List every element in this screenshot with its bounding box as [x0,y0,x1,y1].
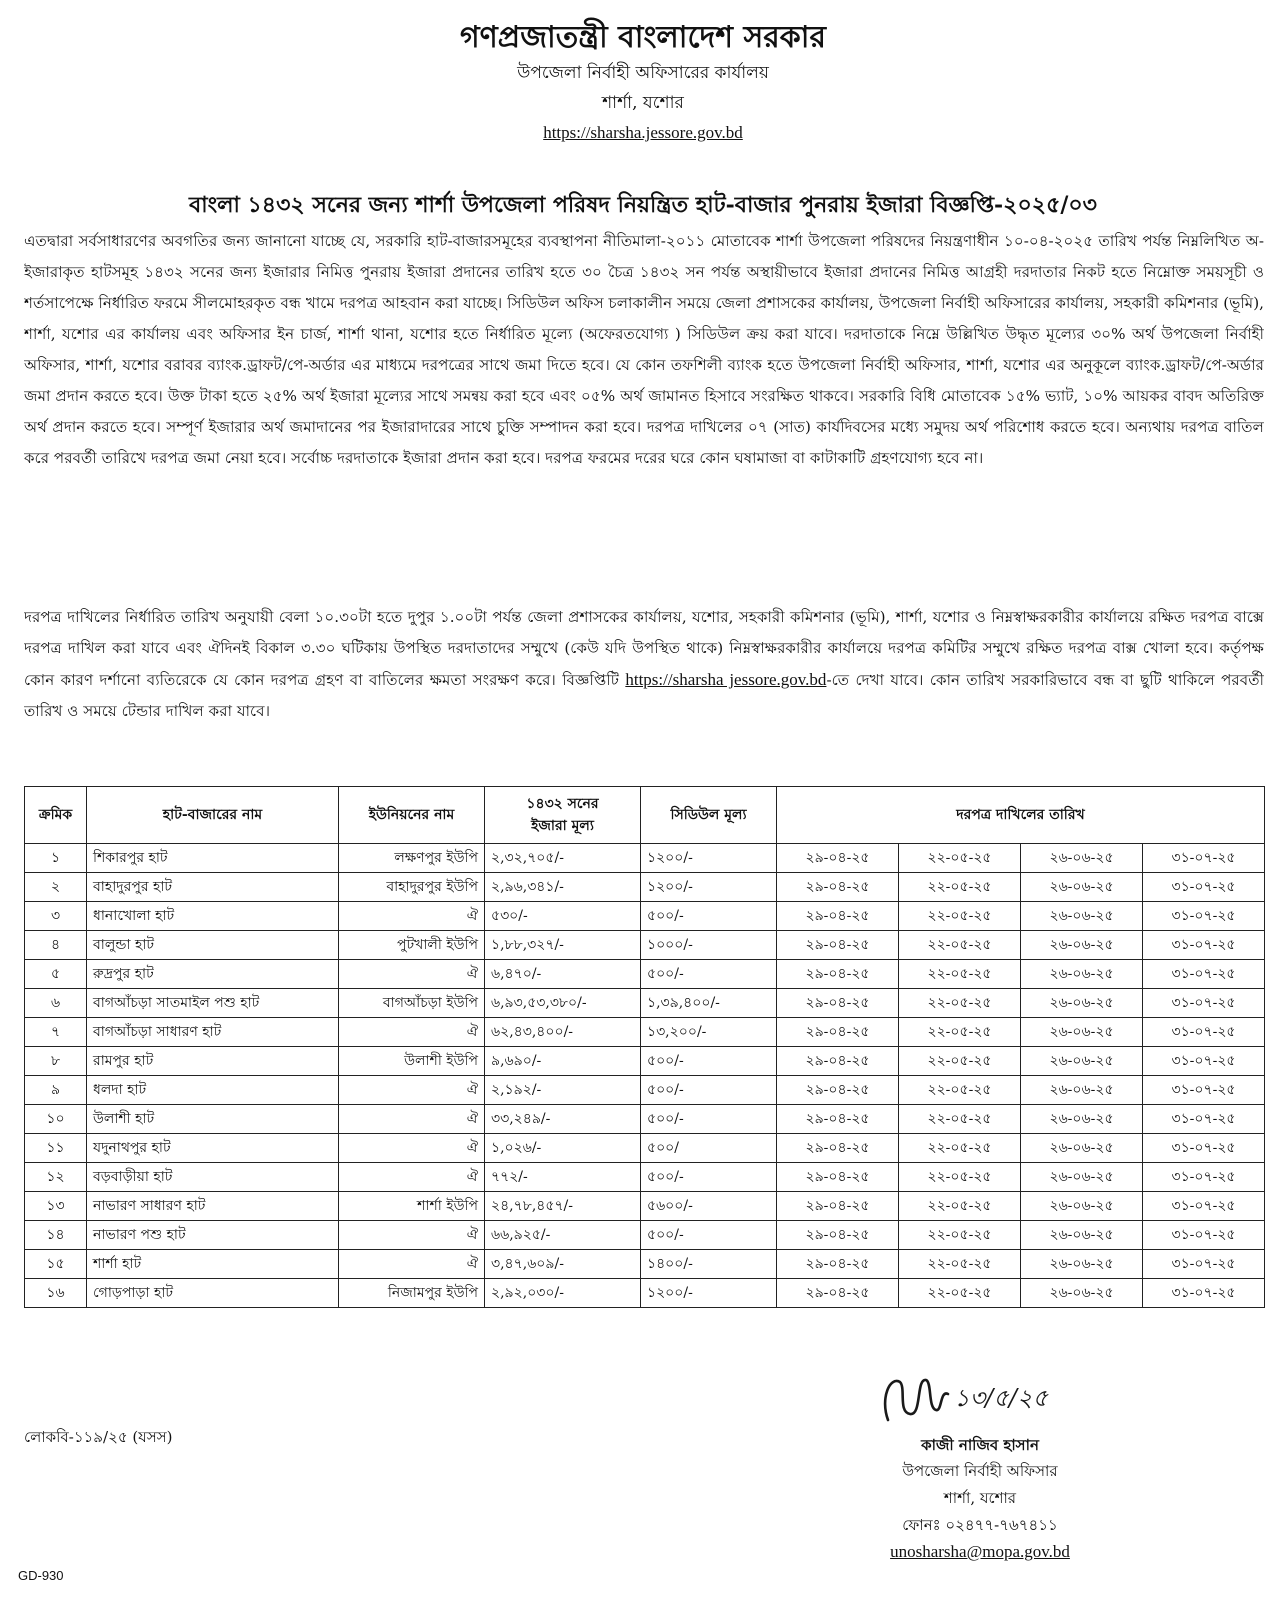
cell-market-name: গোড়পাড়া হাট [87,1279,339,1308]
cell-schedule-price: ১২০০/- [641,844,777,873]
cell-union-name: ঐ [339,1105,485,1134]
cell-date-1: ২৯-০৪-২৫ [777,1221,899,1250]
cell-market-name: রামপুর হাট [87,1047,339,1076]
cell-union-name: ঐ [339,1250,485,1279]
cell-serial: ১ [25,844,87,873]
table-header-row [25,787,1265,844]
cell-date-4: ৩১-০৭-২৫ [1143,1250,1265,1279]
cell-date-3: ২৬-০৬-২৫ [1021,1279,1143,1308]
government-name: গণপ্রজাতন্ত্রী বাংলাদেশ সরকার [460,20,826,55]
cell-date-1: ২৯-০৪-২৫ [777,960,899,989]
document-code: GD-930 [18,1568,64,1583]
cell-market-name: বাহাদুরপুর হাট [87,873,339,902]
cell-date-3: ২৬-০৬-২৫ [1021,960,1143,989]
cell-date-2: ২২-০৫-২৫ [899,989,1021,1018]
cell-union-name: ঐ [339,1018,485,1047]
cell-market-name: উলাশী হাট [87,1105,339,1134]
cell-date-4: ৩১-০৭-২৫ [1143,1047,1265,1076]
table-row [25,1192,1265,1221]
cell-market-name: ধলদা হাট [87,1076,339,1105]
table-row [25,960,1265,989]
cell-date-4: ৩১-০৭-২৫ [1143,931,1265,960]
cell-schedule-price: ১,৩৯,৪০০/- [641,989,777,1018]
cell-market-name: ধানাখোলা হাট [87,902,339,931]
cell-lease-value: ১,০২৬/- [485,1134,641,1163]
cell-date-3: ২৬-০৬-২৫ [1021,1250,1143,1279]
cell-date-3: ২৬-০৬-২৫ [1021,844,1143,873]
cell-date-2: ২২-০৫-২৫ [899,1250,1021,1279]
cell-serial: ৩ [25,902,87,931]
cell-date-3: ২৬-০৬-২৫ [1021,902,1143,931]
cell-date-4: ৩১-০৭-২৫ [1143,1163,1265,1192]
cell-serial: ৫ [25,960,87,989]
cell-date-2: ২২-০৫-২৫ [899,1134,1021,1163]
cell-schedule-price: ১২০০/- [641,1279,777,1308]
signature-date: ১৩/৫/২৫ [954,1384,1049,1412]
table-row [25,1279,1265,1308]
table-row [25,873,1265,902]
cell-serial: ১২ [25,1163,87,1192]
signature-image [870,1368,1090,1430]
cell-schedule-price: ১৩,২০০/- [641,1018,777,1047]
cell-date-4: ৩১-০৭-২৫ [1143,1221,1265,1250]
cell-union-name: ঐ [339,1076,485,1105]
cell-market-name: যদুনাথপুর হাট [87,1134,339,1163]
memo-number: লোকবি-১১৯/২৫ (যসস) [24,1428,173,1446]
cell-lease-value: ১,৮৮,৩২৭/- [485,931,641,960]
market-lease-table [24,786,1265,1308]
notice-paragraph-1: এতদ্বারা সর্বসাধারণের অবগতির জন্য জানানো যাচ্ছে যে, সরকারি হাট-বাজারসমূহের ব্যবস্থাপনা নীতিমালা-২০১১ মোতাবেক শার্শা উপজেলা পরিষদের নিয়ন্ত্রণাধীন ১০-০৪-২০২৫ তারিখ পর্যন্ত নিম্নলিখিত অ-ইজারাকৃত হাটসমূহ ১৪৩২ সনের জন্য ইজারার নিমিত্ত পুনরায় ইজারা প্রদানের তারিখ হতে ৩০ চৈত্র ১৪৩২ সন পর্যন্ত অস্থায়ীভাবে ইজারা প্রদানের নিমিত্ত আগ্রহী দরদাতার নিকট হতে নিম্নোক্ত সময়সূচী ও শর্তসাপেক্ষে নির্ধারিত ফরমে সীলমোহরকৃত বন্ধ খামে দরপত্র আহবান করা যাচ্ছে। সিডিউল অফিস চলাকালীন সময়ে জেলা প্রশাসকের কার্যালয়, উপজেলা নির্বাহী অফিসারের কার্যালয়, সহকারী কমিশনার (ভূমি), শার্শা, যশোর এর কার্যালয় এবং অফিসার ইন চার্জ, শার্শা থানা, যশোর হতে নির্ধারিত মূল্যে (অফেরতযোগ্য ) সিডিউল ক্রয় করা যাবে। দরদাতাকে নিম্নে উল্লিখিত উদ্ধৃত মূল্যের ৩০% অর্থ উপজেলা নির্বাহী অফিসার, শার্শা, যশোর বরাবর ব্যাংক.ড্রাফট/পে-অর্ডার এর মাধ্যমে দরপত্রের সাথে জমা দিতে হবে। যে কোন তফশিলী ব্যাংক হতে উপজেলা নির্বাহী অফিসার, শার্শা, যশোর এর অনুকূলে ব্যাংক.ড্রাফট/পে-অর্ডার জমা প্রদান করতে হবে। উক্ত টাকা হতে ২৫% অর্থ ইজারা মূল্যের সাথে সমন্বয় করা হবে এবং ০৫% অর্থ জামানত হিসাবে সংরক্ষিত থাকবে। সরকারি বিধি মোতাবেক ১৫% ভ্যাট, ১০% আয়কর বাবদ অতিরিক্ত অর্থ প্রদান করতে হবে। সম্পূর্ণ ইজারার অর্থ জমাদানের পর ইজারাদারের সাথে চুক্তি সম্পাদন করা হবে। দরপত্র দাখিলের ০৭ (সাত) কার্যদিবসের মধ্যে সমুদয় অর্থ পরিশোধ করতে হবে। অন্যথায় দরপত্র বাতিল করে পরবর্তী তারিখে দরপত্র জমা নেয়া হবে। সর্বোচ্চ দরদাতাকে ইজারা প্রদান করা হবে। দরপত্র ফরমের দরের ঘরে কোন ঘষামাজা বা কাটাকাটি গ্রহণযোগ্য হবে না। [24,232,1264,467]
table-row [25,902,1265,931]
cell-union-name: বাহাদুরপুর ইউপি [339,873,485,902]
signatory-phone: ফোনঃ ০২৪৭৭-৭৬৭৪১১ [902,1516,1058,1534]
cell-date-3: ২৬-০৬-২৫ [1021,873,1143,902]
cell-serial: ১০ [25,1105,87,1134]
cell-market-name: বালুন্ডা হাট [87,931,339,960]
cell-serial: ১১ [25,1134,87,1163]
cell-date-4: ৩১-০৭-২৫ [1143,989,1265,1018]
cell-market-name: রুদ্রপুর হাট [87,960,339,989]
cell-date-4: ৩১-০৭-২৫ [1143,1192,1265,1221]
table-row [25,1221,1265,1250]
header-lease-value: ১৪৩২ সনের ইজারা মূল্য [485,787,641,844]
cell-schedule-price: ৫০০/ [641,1134,777,1163]
office-website-link[interactable]: https://sharsha.jessore.gov.bd [543,123,743,142]
cell-lease-value: ২,৯২,০৩০/- [485,1279,641,1308]
notice-title: বাংলা ১৪৩২ সনের জন্য শার্শা উপজেলা পরিষদ নিয়ন্ত্রিত হাট-বাজার পুনরায় ইজারা বিজ্ঞপ্তি-২০২৫/০৩ [189,192,1097,218]
cell-date-1: ২৯-০৪-২৫ [777,1192,899,1221]
cell-market-name: বাগআঁচড়া সাতমাইল পশু হাট [87,989,339,1018]
cell-date-1: ২৯-০৪-২৫ [777,873,899,902]
notice-website-link[interactable]: https://sharsha jessore.gov.bd [625,670,827,689]
cell-date-1: ২৯-০৪-২৫ [777,1250,899,1279]
cell-union-name: নিজামপুর ইউপি [339,1279,485,1308]
cell-market-name: নাভারণ সাধারণ হাট [87,1192,339,1221]
cell-union-name: ঐ [339,1221,485,1250]
cell-lease-value: ৩,৪৭,৬০৯/- [485,1250,641,1279]
cell-serial: ৬ [25,989,87,1018]
cell-date-2: ২২-০৫-২৫ [899,1192,1021,1221]
cell-date-1: ২৯-০৪-২৫ [777,989,899,1018]
cell-date-1: ২৯-০৪-২৫ [777,1105,899,1134]
cell-date-1: ২৯-০৪-২৫ [777,1076,899,1105]
cell-lease-value: ৬,৯৩,৫৩,৩৮০/- [485,989,641,1018]
cell-date-2: ২২-০৫-২৫ [899,1163,1021,1192]
cell-schedule-price: ৫০০/- [641,1163,777,1192]
cell-lease-value: ৬২,৪৩,৪০০/- [485,1018,641,1047]
cell-date-2: ২২-০৫-২৫ [899,1018,1021,1047]
header-union-name: ইউনিয়নের নাম [339,787,485,844]
cell-schedule-price: ১২০০/- [641,873,777,902]
signature-block [830,1368,1130,1565]
cell-union-name: বাগআঁচড়া ইউপি [339,989,485,1018]
cell-date-2: ২২-০৫-২৫ [899,1221,1021,1250]
cell-date-4: ৩১-০৭-২৫ [1143,844,1265,873]
cell-date-3: ২৬-০৬-২৫ [1021,1134,1143,1163]
cell-date-1: ২৯-০৪-২৫ [777,931,899,960]
cell-date-4: ৩১-০৭-২৫ [1143,1018,1265,1047]
table-row [25,989,1265,1018]
cell-date-3: ২৬-০৬-২৫ [1021,1047,1143,1076]
cell-date-1: ২৯-০৪-২৫ [777,1279,899,1308]
signatory-designation: উপজেলা নির্বাহী অফিসার [902,1462,1058,1480]
office-name: উপজেলা নির্বাহী অফিসারের কার্যালয় [517,63,769,83]
cell-union-name: ঐ [339,960,485,989]
cell-lease-value: ৬,৪৭০/- [485,960,641,989]
cell-date-3: ২৬-০৬-২৫ [1021,1105,1143,1134]
cell-serial: ৮ [25,1047,87,1076]
cell-date-3: ২৬-০৬-২৫ [1021,989,1143,1018]
cell-schedule-price: ১৪০০/- [641,1250,777,1279]
cell-date-1: ২৯-০৪-২৫ [777,844,899,873]
cell-date-1: ২৯-০৪-২৫ [777,1018,899,1047]
signatory-location: শার্শা, যশোর [943,1489,1017,1507]
cell-date-3: ২৬-০৬-২৫ [1021,931,1143,960]
cell-date-4: ৩১-০৭-২৫ [1143,1076,1265,1105]
cell-union-name: লক্ষণপুর ইউপি [339,844,485,873]
cell-lease-value: ৩৩,২৪৯/- [485,1105,641,1134]
cell-union-name: ঐ [339,1163,485,1192]
cell-schedule-price: ৫০০/- [641,1047,777,1076]
table-row [25,844,1265,873]
cell-union-name: ঐ [339,902,485,931]
cell-date-1: ২৯-০৪-২৫ [777,1047,899,1076]
cell-date-2: ২২-০৫-২৫ [899,1076,1021,1105]
cell-date-1: ২৯-০৪-২৫ [777,902,899,931]
cell-market-name: শিকারপুর হাট [87,844,339,873]
cell-schedule-price: ৫০০/- [641,960,777,989]
cell-market-name: বড়বাড়ীয়া হাট [87,1163,339,1192]
cell-schedule-price: ৫৬০০/- [641,1192,777,1221]
table-row [25,931,1265,960]
cell-union-name: উলাশী ইউপি [339,1047,485,1076]
cell-serial: ৭ [25,1018,87,1047]
cell-date-3: ২৬-০৬-২৫ [1021,1163,1143,1192]
cell-schedule-price: ৫০০/- [641,1105,777,1134]
cell-date-3: ২৬-০৬-২৫ [1021,1076,1143,1105]
cell-date-2: ২২-০৫-২৫ [899,931,1021,960]
table-row [25,1018,1265,1047]
cell-union-name: শার্শা ইউপি [339,1192,485,1221]
cell-date-4: ৩১-০৭-২৫ [1143,1134,1265,1163]
cell-schedule-price: ৫০০/- [641,902,777,931]
cell-serial: ১৩ [25,1192,87,1221]
cell-date-1: ২৯-০৪-২৫ [777,1163,899,1192]
cell-lease-value: ২,৯৬,৩৪১/- [485,873,641,902]
cell-date-2: ২২-০৫-২৫ [899,1047,1021,1076]
notice-paragraph-2 [24,602,1264,762]
signatory-name: কাজী নাজিব হাসান [921,1436,1039,1454]
cell-date-3: ২৬-০৬-২৫ [1021,1192,1143,1221]
table-row [25,1163,1265,1192]
cell-schedule-price: ৫০০/- [641,1076,777,1105]
cell-date-3: ২৬-০৬-২৫ [1021,1221,1143,1250]
cell-serial: ১৪ [25,1221,87,1250]
cell-date-2: ২২-০৫-২৫ [899,960,1021,989]
letterhead [0,18,1286,148]
office-location: শার্শা, যশোর [602,93,684,113]
cell-serial: ১৬ [25,1279,87,1308]
table-row [25,1105,1265,1134]
cell-lease-value: ৭৭২/- [485,1163,641,1192]
cell-market-name: বাগআঁচড়া সাধারণ হাট [87,1018,339,1047]
cell-date-1: ২৯-০৪-২৫ [777,1134,899,1163]
signatory-email-link[interactable]: unosharsha@mopa.gov.bd [890,1542,1070,1561]
cell-union-name: পুটখালী ইউপি [339,931,485,960]
cell-date-2: ২২-০৫-২৫ [899,844,1021,873]
header-schedule-price: সিডিউল মূল্য [641,787,777,844]
cell-market-name: নাভারণ পশু হাট [87,1221,339,1250]
cell-date-2: ২২-০৫-২৫ [899,873,1021,902]
table-row [25,1047,1265,1076]
cell-schedule-price: ১০০০/- [641,931,777,960]
table-row [25,1250,1265,1279]
cell-serial: ৪ [25,931,87,960]
cell-lease-value: ৬৬,৯২৫/- [485,1221,641,1250]
cell-market-name: শার্শা হাট [87,1250,339,1279]
cell-date-2: ২২-০৫-২৫ [899,902,1021,931]
cell-lease-value: ৫৩০/- [485,902,641,931]
table-row [25,1076,1265,1105]
cell-serial: ৯ [25,1076,87,1105]
cell-union-name: ঐ [339,1134,485,1163]
cell-date-3: ২৬-০৬-২৫ [1021,1018,1143,1047]
paragraph-2-text-b: -তে দেখা যাবে। কোন তারিখ সরকারিভাবে বন্ধ বা ছুটি থাকিলে পরবর্তী তারিখ ও সময়ে টেন্ডার দাখিল করা যাবে। [24,671,1264,720]
cell-lease-value: ২,১৯২/- [485,1076,641,1105]
cell-schedule-price: ৫০০/- [641,1221,777,1250]
header-submission-dates: দরপত্র দাখিলের তারিখ [777,787,1265,844]
cell-date-4: ৩১-০৭-২৫ [1143,873,1265,902]
cell-date-2: ২২-০৫-২৫ [899,1105,1021,1134]
cell-lease-value: ২,৩২,৭০৫/- [485,844,641,873]
table-row [25,1134,1265,1163]
cell-date-4: ৩১-০৭-২৫ [1143,1105,1265,1134]
cell-date-4: ৩১-০৭-২৫ [1143,1279,1265,1308]
cell-serial: ১৫ [25,1250,87,1279]
cell-date-4: ৩১-০৭-২৫ [1143,902,1265,931]
header-serial: ক্রমিক [25,787,87,844]
cell-lease-value: ৯,৬৯০/- [485,1047,641,1076]
header-market-name: হাট-বাজারের নাম [87,787,339,844]
cell-lease-value: ২৪,৭৮,৪৫৭/- [485,1192,641,1221]
cell-serial: ২ [25,873,87,902]
cell-date-4: ৩১-০৭-২৫ [1143,960,1265,989]
paragraph-2-text-a: দরপত্র দাখিলের নির্ধারিত তারিখ অনুযায়ী বেলা ১০.৩০টা হতে দুপুর ১.০০টা পর্যন্ত জেলা প্রশাসকের কার্যালয়, যশোর, সহকারী কমিশনার (ভূমি), শার্শা, যশোর ও নিম্নস্বাক্ষরকারীর কার্যালয়ে রক্ষিত দরপত্র বাক্সে দরপত্র দাখিল করা যাবে এবং ঐদিনই বিকাল ৩.৩০ ঘটিকায় উপস্থিত দরদাতাদের সম্মুখে (কেউ যদি উপস্থিত থাকে) নিম্নস্বাক্ষরকারীর কার্যালয়ে দরপত্র কমিটির সম্মুখে রক্ষিত দরপত্র বাক্স খোলা হবে। কর্তৃপক্ষ কোন কারণ দর্শানো ব্যতিরেকে যে কোন দরপত্র গ্রহণ বা বাতিলের ক্ষমতা সংরক্ষণ করে। বিজ্ঞপ্তিটি [24,608,1264,689]
cell-date-2: ২২-০৫-২৫ [899,1279,1021,1308]
